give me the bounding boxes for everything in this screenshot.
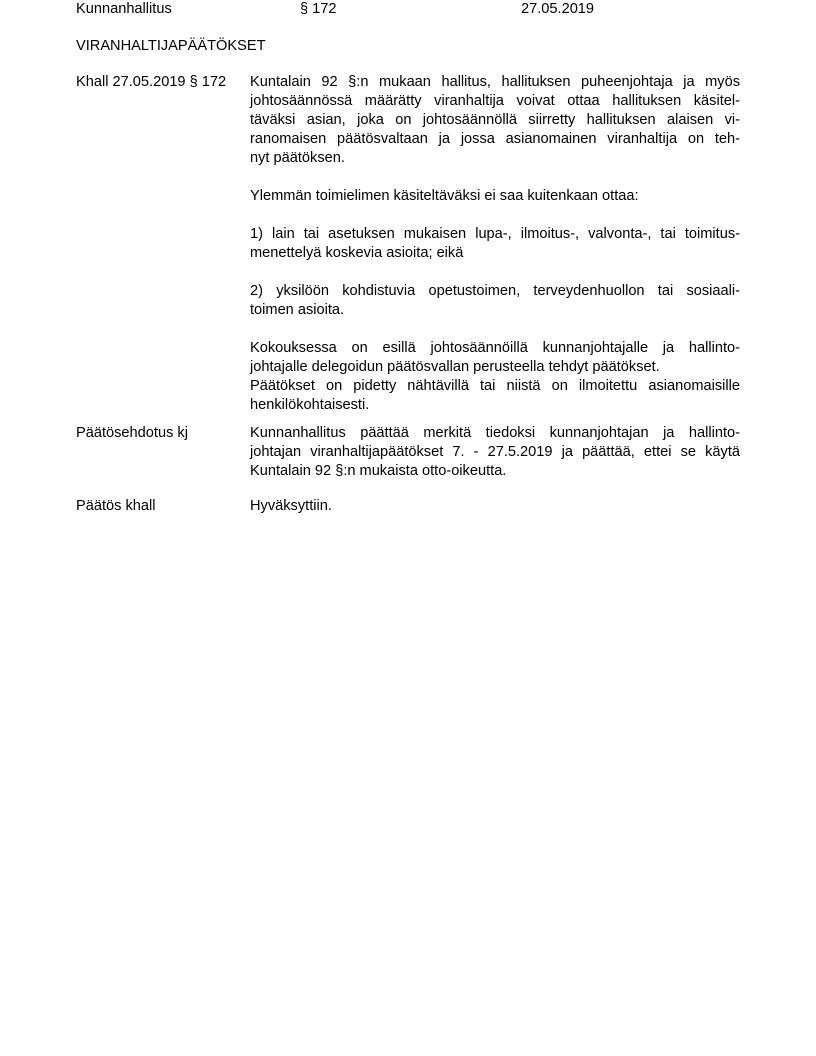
text-line: Päätökset on pidetty nähtävillä tai niistä on ilmoitettu asianomaisille (250, 378, 740, 394)
paragraph (250, 424, 740, 481)
text-line: 2) yksilöön kohdistuvia opetustoimen, terveydenhuollon tai sosiaali- (250, 283, 740, 299)
text-line: täväksi asian, joka on johtosäännöllä siirretty hallituksen alaisen vi- (250, 112, 740, 128)
text-line: 1) lain tai asetuksen mukaisen lupa-, ilmoitus-, valvonta-, tai toimitus- (250, 226, 740, 242)
row-text (250, 497, 740, 516)
text-line: Ylemmän toimielimen käsiteltäväksi ei saa kuitenkaan ottaa: (250, 188, 639, 204)
document-title: VIRANHALTIJAPÄÄTÖKSET (76, 38, 266, 54)
header-section-number: § 172 (300, 1, 337, 17)
text-line: Hyväksyttiin. (250, 498, 332, 514)
paragraph (250, 73, 740, 168)
header-date: 27.05.2019 (521, 1, 595, 17)
row-text (250, 73, 740, 415)
header-body-name: Kunnanhallitus (76, 1, 172, 17)
text-line: Kuntalain 92 §:n mukaan hallitus, hallituksen puheenjohtaja ja myös (250, 74, 740, 90)
text-line: henkilökohtaisesti. (250, 397, 370, 413)
text-line: ranomaisen päätösvaltaan ja jossa asianomainen viranhaltija on teh- (250, 131, 740, 147)
row-label: Päätös khall (76, 498, 156, 514)
text-line: johtosäännössä määrätty viranhaltija voivat ottaa hallituksen käsitel- (250, 93, 740, 109)
paragraph (250, 187, 740, 206)
text-line: johtajalle delegoidun päätösvallan perusteella tehdyt päätökset. (250, 359, 660, 375)
row-text (250, 424, 740, 481)
paragraph (250, 282, 740, 320)
paragraph (250, 225, 740, 263)
text-line: nyt päätöksen. (250, 150, 345, 166)
paragraph (250, 339, 740, 415)
row-label: Khall 27.05.2019 § 172 (76, 74, 227, 90)
text-line: toimen asioita. (250, 302, 345, 318)
row-label: Päätösehdotus kj (76, 425, 188, 441)
text-line: Kokouksessa on esillä johtosäännöillä kunnanjohtajalle ja hallinto- (250, 340, 740, 356)
text-line: menettelyä koskevia asioita; eikä (250, 245, 464, 261)
paragraph (250, 497, 740, 516)
text-line: Kunnanhallitus päättää merkitä tiedoksi kunnanjohtajan ja hallinto- (250, 425, 740, 441)
text-line: Kuntalain 92 §:n mukaista otto-oikeutta. (250, 463, 507, 479)
text-line: johtajan viranhaltijapäätökset 7. - 27.5.2019 ja päättää, ettei se käytä (250, 444, 740, 460)
